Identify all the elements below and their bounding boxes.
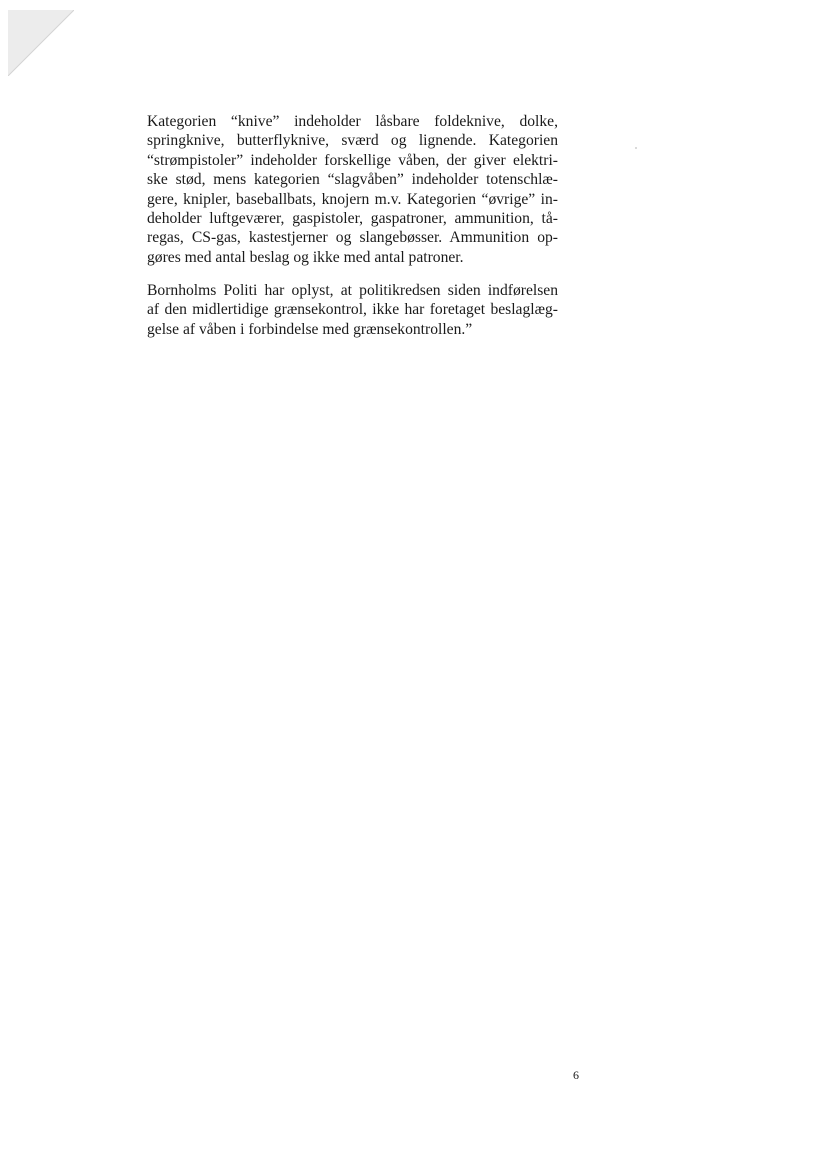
paragraph-bornholm-police (147, 281, 558, 339)
scan-speck (635, 147, 637, 149)
paragraph-weapon-categories (147, 112, 558, 267)
text-line: gelse af våben i forbindelse med grænsekontrollen.” (147, 320, 473, 338)
text-line: “strømpistoler” indeholder forskellige våben, der giver elektri- (147, 151, 558, 169)
text-line: springknive, butterflyknive, sværd og lignende. Kategorien (147, 132, 558, 150)
text-line: Bornholms Politi har oplyst, at politikredsen siden indførelsen (147, 282, 558, 299)
text-line: af den midlertidige grænsekontrol, ikke har foretaget beslaglæg- (147, 301, 558, 319)
text-line: Kategorien “knive” indeholder låsbare foldeknive, dolke, (147, 113, 558, 130)
page-corner-fold (8, 10, 74, 76)
text-line: ske stød, mens kategorien “slagvåben” indeholder totenschlæ- (147, 171, 558, 189)
page-number: 6 (573, 1068, 579, 1082)
text-line: deholder luftgeværer, gaspistoler, gaspatroner, ammunition, tå- (147, 210, 558, 228)
text-line: gøres med antal beslag og ikke med antal patroner. (147, 248, 464, 266)
text-line: regas, CS-gas, kastestjerner og slangebøsser. Ammunition op- (147, 229, 558, 247)
text-line: gere, knipler, baseballbats, knojern m.v. Kategorien “øvrige” in- (147, 190, 558, 208)
